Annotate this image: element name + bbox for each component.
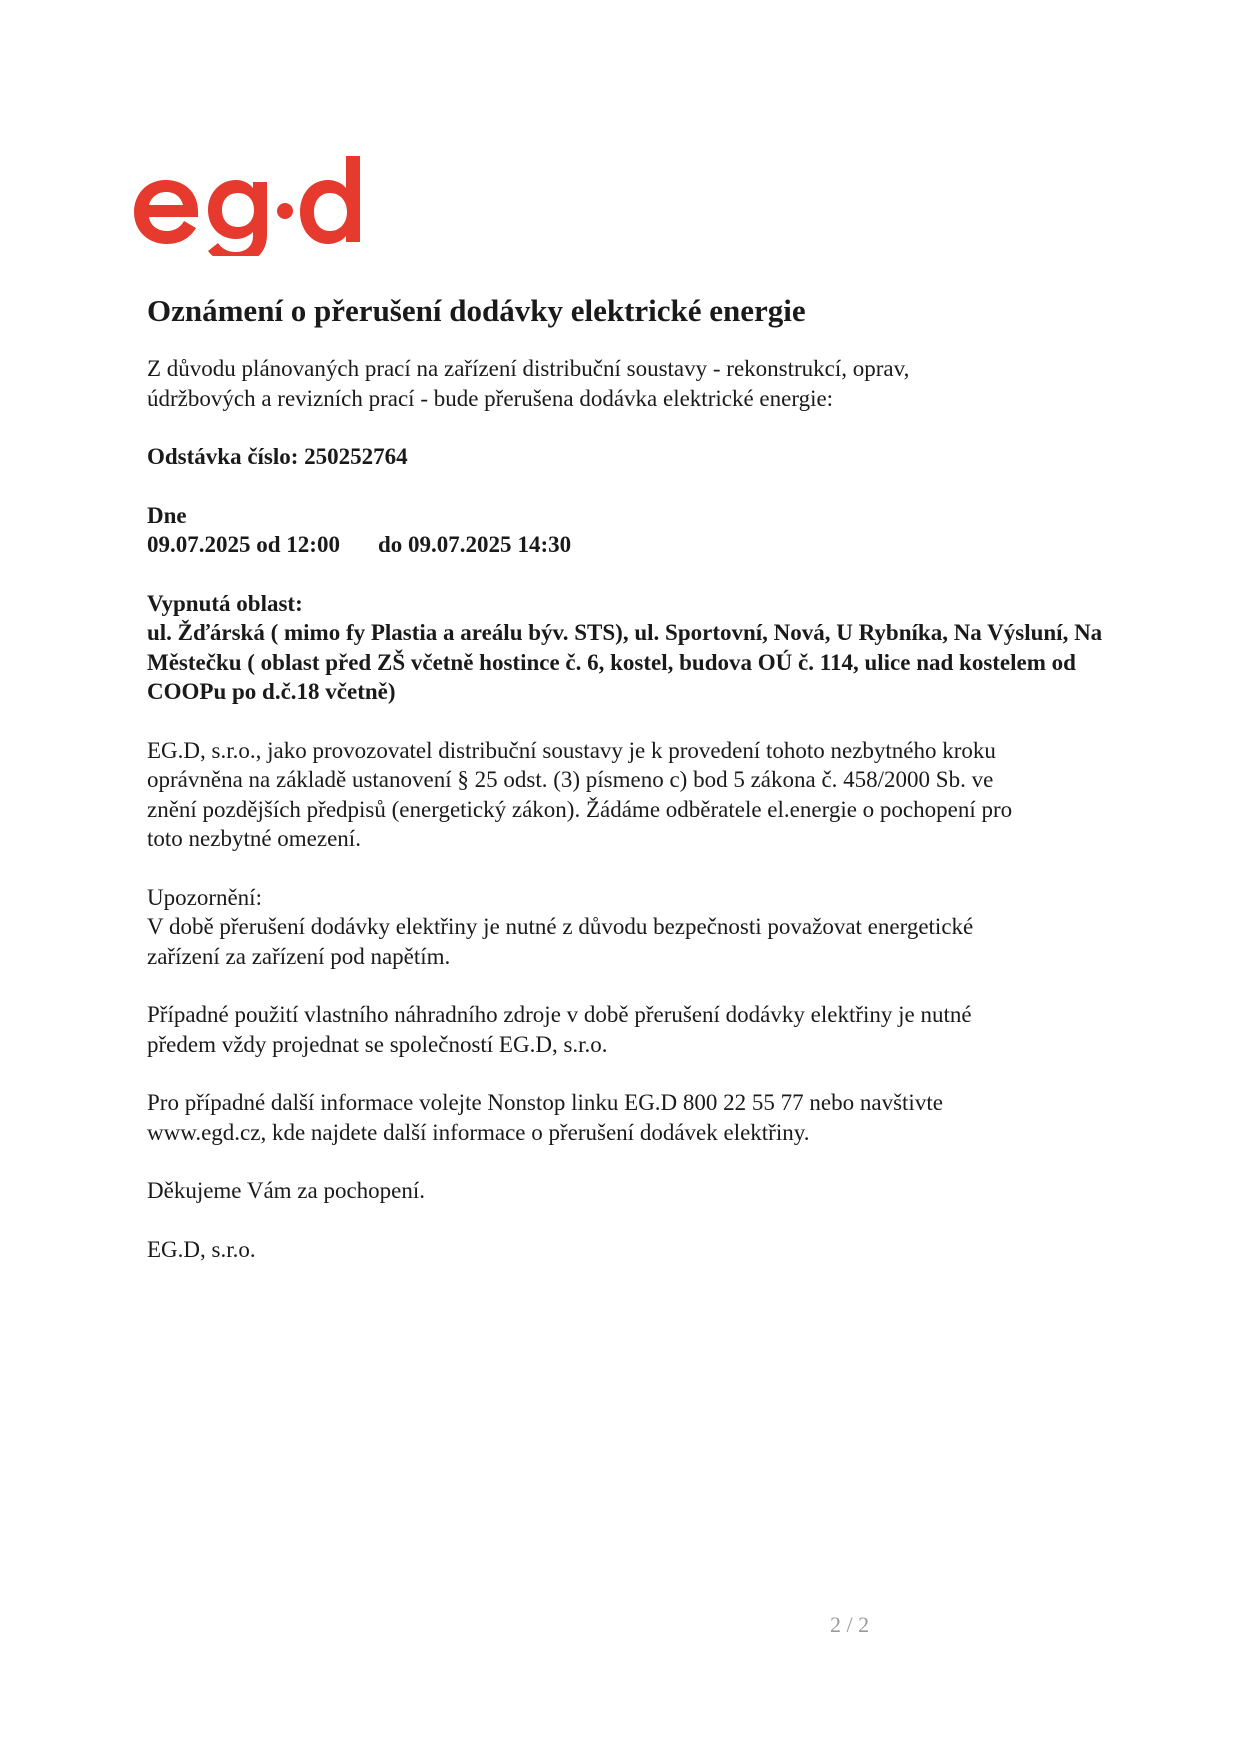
outage-date-block: [147, 501, 1207, 560]
affected-area-block: [147, 589, 1207, 707]
intro-paragraph: [147, 354, 1207, 413]
date-from: 09.07.2025 od 12:00: [147, 532, 340, 557]
date-to-time: 14:30: [517, 532, 572, 557]
signature: EG.D, s.r.o.: [147, 1236, 256, 1262]
intro-line: Z důvodu plánovaných prací na zařízení distribuční soustavy - rekonstrukcí, oprav,: [147, 356, 910, 381]
area-line: COOPu po d.č.18 včetně): [147, 679, 396, 704]
egd-logo: [132, 146, 362, 256]
thanks-line: Děkujeme Vám za pochopení.: [147, 1178, 426, 1203]
outage-number: Odstávka číslo: 250252764: [147, 444, 408, 469]
warning-line: V době přerušení dodávky elektřiny je nutné z důvodu bezpečnosti považovat energetické: [147, 914, 974, 939]
backup-line: Případné použití vlastního náhradního zdroje v době přerušení dodávky elektřiny je nutné: [147, 1002, 972, 1027]
warning-paragraph: [147, 883, 1207, 972]
contact-line: www.egd.cz, kde najdete další informace o přerušení dodávek elektřiny.: [147, 1119, 810, 1145]
page-number: 2 / 2: [830, 1612, 870, 1637]
notice-title: Oznámení o přerušení dodávky elektrické energie: [147, 293, 806, 328]
warning-label: Upozornění:: [147, 884, 262, 910]
area-label: Vypnutá oblast:: [147, 590, 303, 616]
date-range: [147, 530, 1207, 560]
legal-line: EG.D, s.r.o., jako provozovatel distribuční soustavy je k provedení tohoto nezbytného kroku: [147, 737, 996, 763]
date-label: Dne: [147, 502, 187, 528]
legal-paragraph: [147, 736, 1207, 854]
backup-source-paragraph: [147, 1000, 1207, 1059]
legal-line: toto nezbytné omezení.: [147, 826, 361, 851]
area-line: Městečku ( oblast před ZŠ včetně hostince č. 6, kostel, budova OÚ č. 114, ulice nad kostelem od: [147, 649, 1076, 675]
intro-line: údržbových a revizních prací - bude přerušena dodávka elektrické energie:: [147, 385, 834, 411]
contact-paragraph: [147, 1088, 1207, 1147]
contact-line: Pro případné další informace volejte Nonstop linku EG.D 800 22 55 77 nebo navštivte: [147, 1090, 943, 1115]
backup-line: předem vždy projednat se společností EG.D, s.r.o.: [147, 1031, 608, 1057]
notice-content: [147, 292, 1207, 1293]
area-line: ul. Žďárská ( mimo fy Plastia a areálu býv. STS), ul. Sportovní, Nová, U Rybníka, Na Výsluní, Na: [147, 620, 1103, 645]
legal-line: oprávněna na základě ustanovení § 25 odst. (3) písmeno c) bod 5 zákona č. 458/2000 Sb. ve: [147, 767, 994, 792]
legal-line: znění pozdějších předpisů (energetický zákon). Žádáme odběratele el.energie o pochopení pro: [147, 796, 1013, 822]
date-to-prefix: do 09.07.2025: [377, 532, 512, 557]
warning-line: zařízení za zařízení pod napětím.: [147, 943, 451, 969]
